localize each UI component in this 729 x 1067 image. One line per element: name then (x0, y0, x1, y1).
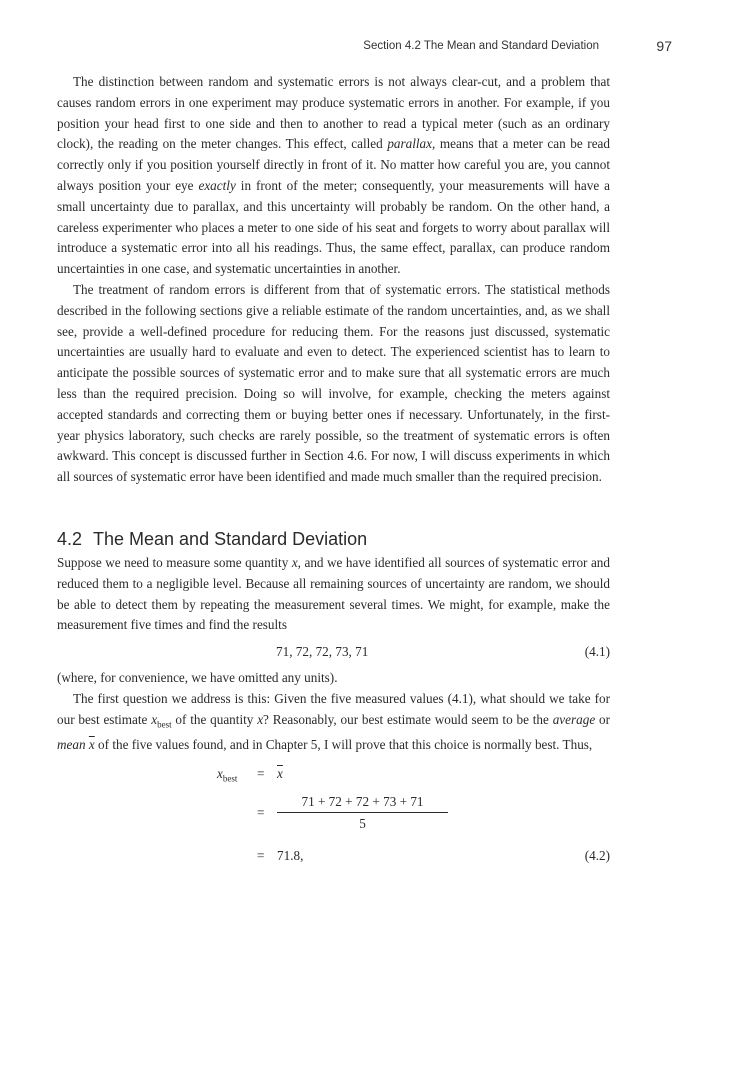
running-head: Section 4.2 The Mean and Standard Deviation (363, 40, 599, 52)
body-text (57, 72, 610, 868)
text-run: , and we have identified all sources of systematic error and reduced them to a negligible level. Because all remaining sources of uncertainty are random, we should be able to detect them by repeating the measurement several times. We might, for example, make the measurement five times and find the results (57, 554, 610, 633)
text-run: or (595, 711, 610, 727)
equation-body: 71, 72, 72, 73, 71 (276, 644, 369, 660)
equation-4-2 (57, 756, 610, 868)
fraction-denominator: 5 (359, 815, 366, 831)
term-parallax: parallax, (387, 136, 436, 152)
variable-x: x (257, 711, 264, 727)
text-run: of the quantity (171, 711, 258, 727)
variable-x-best (151, 711, 172, 730)
section-heading (57, 529, 610, 553)
fraction-numerator: 71 + 72 + 72 + 73 + 71 (277, 794, 448, 813)
equation-number: (4.2) (584, 847, 610, 863)
page-number: 97 (656, 38, 672, 54)
paragraph-units-note: (where, for convenience, we have omitted any units). (57, 670, 338, 686)
equals-sign: = (257, 765, 265, 781)
equals-sign: = (257, 847, 265, 863)
variable-x: x (291, 554, 298, 570)
equation-lhs (217, 766, 237, 784)
text-run: in front of the meter; consequently, your measurements will have a small uncertainty due to parallax, and this uncertainty will probably be random. On the other hand, a careless experimenter who places a meter to one side of his seat and forgets to worry about parallax will introduce a systematic error into all his readings. Thus, the same effect, parallax, can produce random uncertainties in one case, and systematic uncertainties in another. (57, 177, 610, 277)
term-average: average (552, 711, 596, 727)
text-run: Suppose we need to measure some quantity (57, 554, 292, 570)
text-run: ? Reasonably, our best estimate would seem to be the (263, 711, 553, 727)
equation-number: (4.1) (584, 644, 610, 660)
text-run: The distinction between random and systematic errors is not always clear-cut, and a problem that causes random errors in one experiment may produce systematic errors in another. For example, if you position your head first to one side and then to another to read a typical meter (such as an ordinary clock), the reading on the meter changes. This effect, called (57, 74, 610, 152)
paragraph-suppose (57, 553, 610, 636)
text-run: means that a meter can be read correctly only if you position yourself directly in front of it. No matter how careful you are, you cannot always position your eye (57, 136, 610, 193)
variable-x: x (217, 765, 223, 781)
paragraph-first-question (57, 689, 610, 756)
equals-sign: = (257, 804, 265, 820)
term-mean: mean (57, 737, 86, 753)
mean-x-bar: $\overline{x}$ (277, 765, 283, 781)
variable-x: x (151, 711, 158, 727)
subscript-best: best (157, 719, 172, 730)
result-value: 71.8, (277, 847, 304, 863)
variable-x-bar: $\overline{x}$ (88, 737, 95, 753)
section-number: 4.2 (57, 528, 83, 549)
text-run: of the five values found, and in Chapter 5, I will prove that this choice is normally best. Thus, (94, 737, 593, 753)
subscript-best: best (222, 773, 238, 784)
page-header (0, 38, 729, 56)
section-title: The Mean and Standard Deviation (93, 528, 368, 549)
text-run: The first question we address is this: Given the five measured values (4.1), what should we take for our best estimate (57, 690, 610, 727)
equation-4-1 (57, 636, 610, 668)
paragraph-treatment: The treatment of random errors is different from that of systematic errors. The statistical methods described in the following sections give a reliable estimate of the random uncertainties, and, as we shall see, provide a well-defined procedure for reducing them. For the reasons just discussed, systematic uncertainties are usually hard to evaluate and even to detect. The experienced scientist has to learn to anticipate the possible sources of systematic error and to make sure that all systematic errors are much less than the required precision. Doing so will involve, for example, checking the meters against accepted standards and correcting them or buying better ones if necessary. Unfortunately, in the first-year physics laboratory, such checks are rarely possible, so the treatment of systematic errors is often awkward. This concept is discussed further in Section 4.6. For now, I will discuss experiments in which all sources of systematic error have been identified and made much smaller than the required precision. (57, 281, 610, 485)
paragraph-parallax (57, 72, 610, 280)
emphasis-exactly: exactly (198, 177, 236, 193)
